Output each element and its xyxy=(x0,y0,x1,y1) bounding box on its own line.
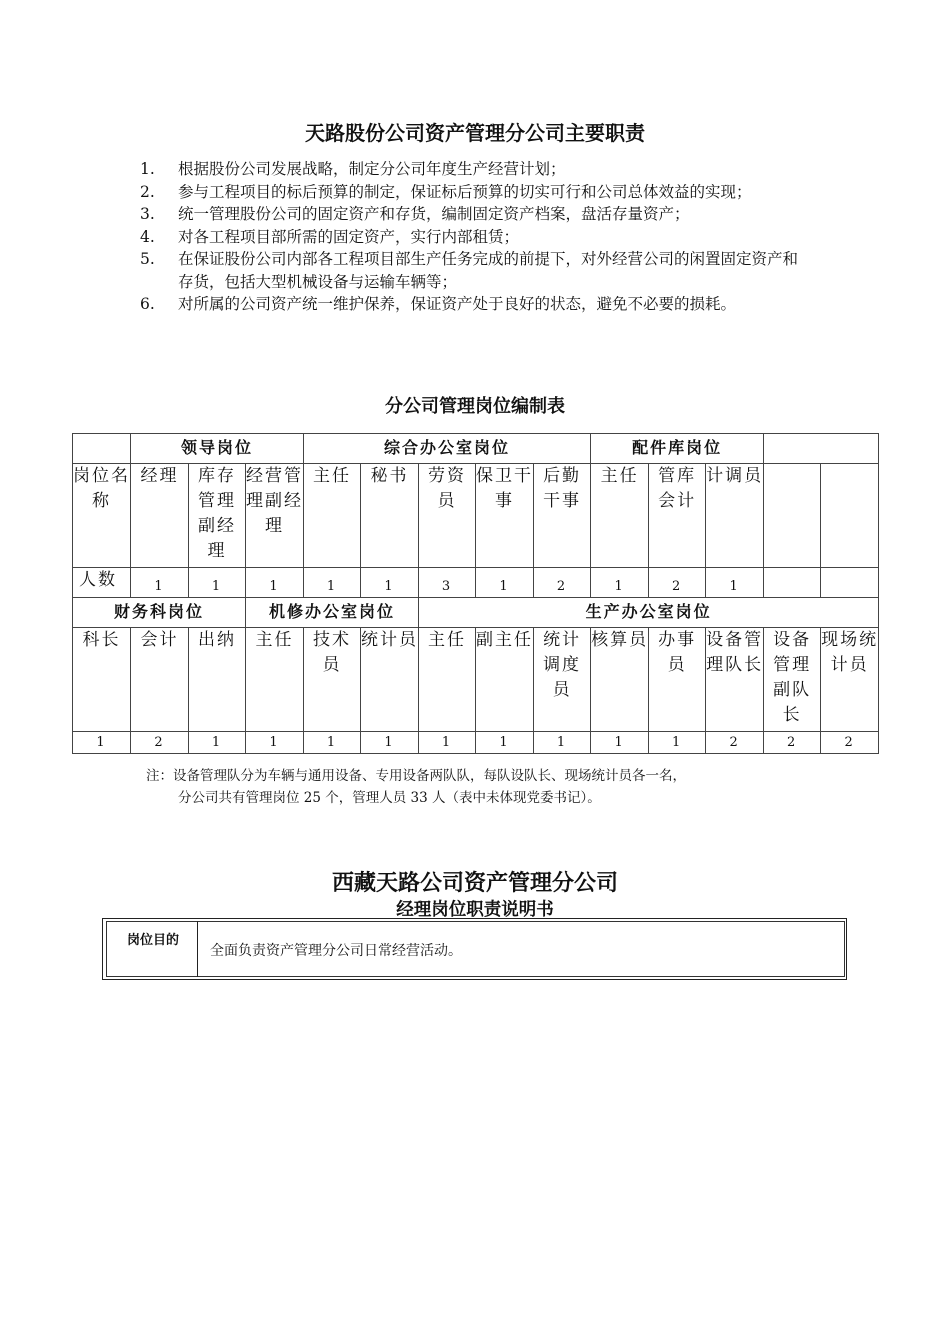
table-row xyxy=(73,434,879,464)
section-subtitle: 经理岗位职责说明书 xyxy=(396,900,554,920)
table-cell: 1 xyxy=(591,568,649,598)
table-row xyxy=(73,568,879,598)
table-cell: 1 xyxy=(591,732,649,754)
duty-list xyxy=(140,158,808,316)
table-cell: 1 xyxy=(419,732,476,754)
list-item: 6. 对所属的公司资产统一维护保养，保证资产处于良好的状态，避免不必要的损耗。 xyxy=(140,295,737,313)
table-cell: 主任 xyxy=(246,628,304,732)
table-cell: 1 xyxy=(361,568,419,598)
list-item: 2. 参与工程项目的标后预算的制定，保证标后预算的切实可行和公司总体效益的实现； xyxy=(140,182,752,201)
list-item: 4. 对各工程项目部所需的固定资产，实行内部租赁； xyxy=(140,227,520,246)
purpose-text: 全面负责资产管理分公司日常经营活动。 xyxy=(210,943,462,959)
table-cell: 会计 xyxy=(131,628,189,732)
table-cell: 1 xyxy=(131,568,189,598)
list-item: 3. 统一管理股份公司的固定资产和存货，编制固定资产档案，盘活存量资产； xyxy=(140,205,690,223)
table-cell: 计调员 xyxy=(706,464,764,568)
table-cell: 1 xyxy=(361,732,419,754)
table-cell: 1 xyxy=(246,568,304,598)
table-cell: 1 xyxy=(476,732,534,754)
table-cell: 1 xyxy=(304,732,361,754)
table-cell: 科长 xyxy=(73,628,131,732)
table-cell: 设备管理队长 xyxy=(706,628,764,732)
table-cell: 现场统计员 xyxy=(821,628,879,732)
table-cell: 后勤干事 xyxy=(534,464,591,568)
group-header: 领导岗位 xyxy=(131,434,304,464)
table-cell xyxy=(764,434,879,464)
table-cell: 1 xyxy=(476,568,534,598)
table-cell: 劳资员 xyxy=(419,464,476,568)
note-line: 注：设备管理队分为车辆与通用设备、专用设备两队队，每队设队长、现场统计员各一名， xyxy=(146,768,686,784)
table-cell: 1 xyxy=(706,568,764,598)
table-cell: 管库会计 xyxy=(649,464,706,568)
table-cell xyxy=(821,464,879,568)
table-cell: 主任 xyxy=(419,628,476,732)
table-cell: 副主任 xyxy=(476,628,534,732)
list-item: 5. 在保证股份公司内部各工程项目部生产任务完成的前提下，对外经营公司的闲置固定资产和存货，包括大型机械设备与运输车辆等； xyxy=(140,250,799,291)
table-cell: 出纳 xyxy=(189,628,246,732)
table-cell: 2 xyxy=(534,568,591,598)
group-header: 配件库岗位 xyxy=(591,434,764,464)
purpose-box-divider xyxy=(197,921,198,977)
table-cell: 2 xyxy=(649,568,706,598)
table-cell: 统计调度员 xyxy=(534,628,591,732)
table-title: 分公司管理岗位编制表 xyxy=(385,396,565,417)
table-cell: 2 xyxy=(821,732,879,754)
table-cell: 2 xyxy=(764,732,821,754)
table-cell: 技术员 xyxy=(304,628,361,732)
table-cell: 库存管理副经理 xyxy=(189,464,246,568)
table-cell: 1 xyxy=(649,732,706,754)
table-cell xyxy=(73,434,131,464)
table-cell: 岗位名称 xyxy=(73,464,131,568)
group-header: 财务科岗位 xyxy=(73,598,246,628)
table-row xyxy=(73,464,879,568)
table-cell: 秘书 xyxy=(361,464,419,568)
table-cell: 1 xyxy=(246,732,304,754)
table-cell xyxy=(821,568,879,598)
staffing-table xyxy=(72,433,879,754)
table-cell: 主任 xyxy=(304,464,361,568)
table-row xyxy=(73,732,879,754)
table-cell: 设备管理副队长 xyxy=(764,628,821,732)
table-cell: 主任 xyxy=(591,464,649,568)
table-cell: 核算员 xyxy=(591,628,649,732)
table-cell: 1 xyxy=(73,732,131,754)
table-cell: 2 xyxy=(131,732,189,754)
table-cell: 经营管理副经理 xyxy=(246,464,304,568)
table-row xyxy=(73,598,879,628)
group-header: 机修办公室岗位 xyxy=(246,598,419,628)
table-note xyxy=(146,765,826,809)
table-cell: 1 xyxy=(304,568,361,598)
table-cell: 保卫干事 xyxy=(476,464,534,568)
table-cell: 人数 xyxy=(73,568,131,598)
table-cell xyxy=(764,464,821,568)
table-row xyxy=(73,628,879,732)
table-cell xyxy=(764,568,821,598)
purpose-label: 岗位目的 xyxy=(126,933,179,948)
table-cell: 经理 xyxy=(131,464,189,568)
page-title: 天路股份公司资产管理分公司主要职责 xyxy=(305,121,645,145)
table-cell: 2 xyxy=(706,732,764,754)
table-cell: 3 xyxy=(419,568,476,598)
list-item: 1. 根据股份公司发展战略，制定分公司年度生产经营计划； xyxy=(140,160,566,178)
table-cell: 1 xyxy=(534,732,591,754)
table-cell: 1 xyxy=(189,732,246,754)
group-header: 生产办公室岗位 xyxy=(419,598,879,628)
table-cell: 统计员 xyxy=(361,628,419,732)
table-cell: 1 xyxy=(189,568,246,598)
table-cell: 办事员 xyxy=(649,628,706,732)
group-header: 综合办公室岗位 xyxy=(304,434,591,464)
section-title: 西藏天路公司资产管理分公司 xyxy=(331,870,618,896)
note-line: 分公司共有管理岗位 25 个，管理人员 33 人（表中未体现党委书记）。 xyxy=(178,790,601,806)
